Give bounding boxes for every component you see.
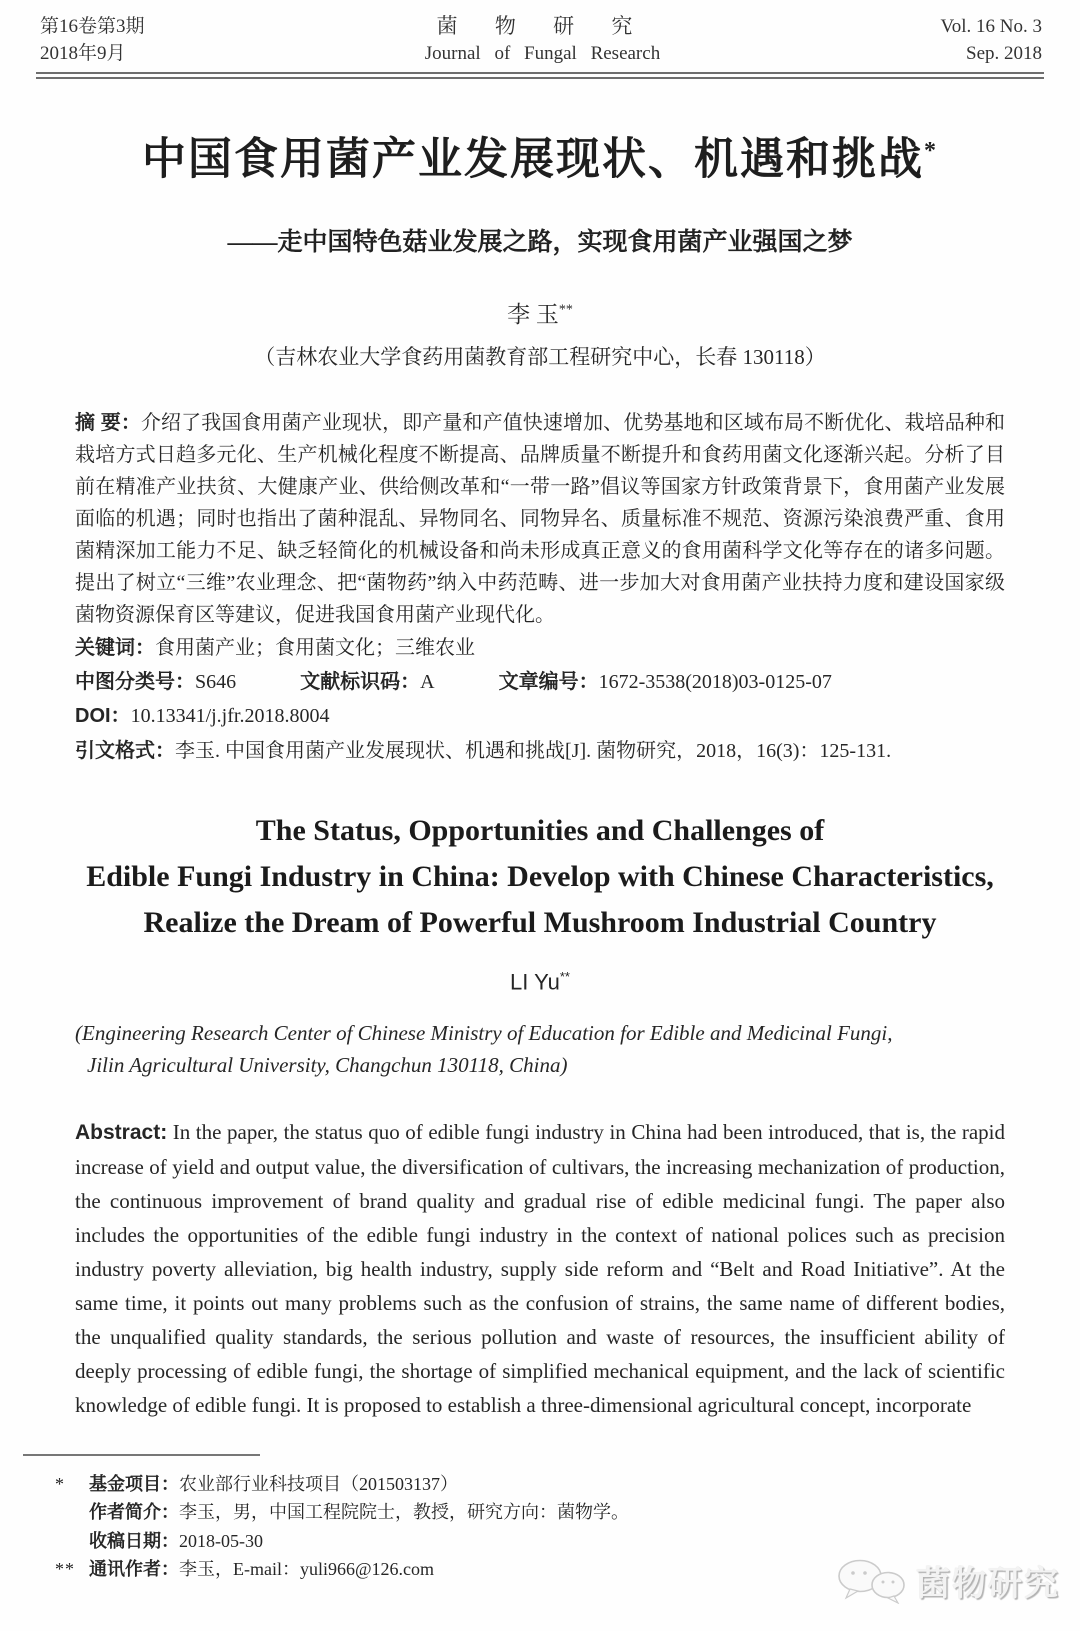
doc-code-label: 文献标识码： (300, 670, 421, 693)
volume-issue-en: Vol. 16 No. 3 (940, 16, 1042, 37)
journal-name-cn: 菌 物 研 究 (436, 14, 649, 38)
footnote-fund (55, 1470, 1040, 1499)
footnote-corresponding-author-text: 李玉，E-mail：yuli966@126.com (179, 1559, 435, 1580)
doi-row (75, 700, 1005, 733)
affiliation-en-line1: (Engineering Research Center of Chinese Ministry of Education for Edible and Medicinal Fungi, (75, 1020, 893, 1045)
affiliation-cn: （吉林农业大学食药用菌教育部工程研究中心，长春 130118） (254, 344, 826, 369)
footnote-author-bio-body (89, 1498, 1040, 1527)
abstract-cn-text: 介绍了我国食用菌产业现状，即产量和产值快速增加、优势基地和区域布局不断优化、栽培品种和栽培方式日趋多元化、生产机械化程度不断提高、品牌质量不断提升和食药用菌文化逐渐兴起。分析了目前在精准产业扶贫、大健康产业、供给侧改革和“一带一路”倡议等国家方针政策背景下，食用菌产业发展面临的机遇；同时也指出了菌种混乱、异物同名、同物异名、质量标准不规范、资源污染浪费严重、食用菌精深加工能力不足、缺乏轻简化的机械设备和尚未形成真正意义的食用菌科学文化等存在的诸多问题。提出了树立“三维”农业理念、把“菌物药”纳入中药范畴、进一步加大对食用菌产业扶持力度和建设国家级菌物资源保育区等建议，促进我国食用菌产业现代化。 (75, 411, 1006, 626)
journal-header (0, 0, 1080, 67)
title-en-line2: Edible Fungi Industry in China: Develop with Chinese Characteristics, (86, 859, 994, 893)
classification-row (75, 666, 1005, 699)
clc-value: S646 (195, 670, 237, 693)
keywords-label: 关键词： (75, 636, 155, 659)
citation-label: 引文格式： (75, 739, 175, 762)
citation-row (75, 735, 1005, 768)
footnote-divider (23, 1454, 260, 1456)
article-title-en (50, 808, 1030, 946)
article-title-cn (40, 125, 1040, 186)
author-en (0, 969, 1080, 995)
footnote-author-bio (55, 1498, 1040, 1527)
keywords-text: 食用菌产业；食用菌文化；三维农业 (155, 636, 475, 659)
clc-pair (75, 666, 236, 699)
doi-value: 10.13341/j.jfr.2018.8004 (130, 704, 330, 727)
footnote-fund-body (89, 1470, 1040, 1499)
footnote-corresponding-author-label: 通讯作者： (89, 1559, 179, 1580)
issue-date-cn: 2018年9月 (40, 43, 126, 64)
footnote-fund-marker: * (55, 1473, 65, 1494)
author-en-name: LI Yu (510, 968, 560, 994)
affiliation-en-line2: Jilin Agricultural University, Changchun 130118, China) (87, 1052, 568, 1077)
footnote-fund-text: 农业部行业科技项目（201503137） (179, 1473, 458, 1494)
footnote-fund-label: 基金项目： (89, 1473, 179, 1494)
footnote-author-bio-marker (55, 1498, 89, 1527)
footnote-received-date-marker (55, 1527, 89, 1556)
doi-label: DOI： (75, 704, 131, 727)
header-divider (36, 72, 1044, 79)
issue-date-en: Sep. 2018 (966, 43, 1042, 64)
abstract-cn-label: 摘 要： (75, 411, 141, 434)
doc-code-pair (300, 666, 434, 699)
title-en-line1: The Status, Opportunities and Challenges of (255, 813, 825, 847)
keywords-row (75, 632, 1005, 665)
abstract-en-text: In the paper, the status quo of edible fungi industry in China had been introduced, that is, the rapid increase of yield and output value, the diversification of cultivars, the increasing mechanization of production, the continuous improvement of brand quality and gradual rise of edible medicinal fungi. The paper also includes the opportunities of the edible fungi industry in the context of national polices such as precision industry poverty alleviation, big health industry, supply side reform and “Belt and Road Initiative”. At the same time, it points out many problems such as the confusion of strains, the same name of different bodies, the unqualified quality standards, the serious pollution and waste of resources, the insufficient ability of deeply processing of edible fungi, the shortage of simplified mechanical equipment, and the lack of scientific knowledge of edible fungi. It is proposed to establish a three-dimensional agricultural concept, incorporate (75, 1119, 1005, 1417)
title-footnote-marker: * (924, 138, 938, 164)
volume-issue-cn: 第16卷第3期 (40, 16, 145, 37)
author-cn-name: 李 玉 (507, 301, 559, 327)
footnote-author-bio-label: 作者简介： (89, 1502, 179, 1523)
author-cn-marker: ** (558, 302, 573, 317)
citation-text: 李玉. 中国食用菌产业发展现状、机遇和挑战[J]. 菌物研究，2018，16(3)：125-131. (175, 739, 892, 762)
article-id-label: 文章编号： (498, 670, 599, 693)
footnote-corresponding-author-marker: ** (55, 1559, 75, 1580)
abstract-en (75, 1115, 1005, 1422)
clc-label: 中图分类号： (75, 670, 195, 693)
affiliation-en (75, 1017, 1020, 1081)
abstract-en-label: Abstract: (75, 1120, 168, 1144)
footnote-received-date-text: 2018-05-30 (179, 1530, 263, 1551)
journal-watermark (836, 1556, 1060, 1605)
header-left (40, 13, 145, 67)
journal-name-en: Journal of Fungal Research (424, 43, 661, 64)
doc-code-value: A (420, 670, 435, 693)
header-center (425, 13, 660, 67)
abstract-cn (75, 407, 1005, 631)
article-id-value: 1672-3538(2018)03-0125-07 (598, 670, 832, 693)
article-title-cn-text: 中国食用菌产业发展现状、机遇和挑战 (142, 134, 924, 184)
footnote-received-date (55, 1527, 1040, 1556)
footnote-received-date-body (89, 1527, 1040, 1556)
author-cn (0, 296, 1080, 329)
article-subtitle-cn: ——走中国特色菇业发展之路，实现食用菌产业强国之梦 (227, 228, 853, 256)
author-en-marker: ** (559, 968, 570, 984)
footnote-received-date-label: 收稿日期： (89, 1530, 179, 1551)
wechat-logo-icon (836, 1558, 908, 1604)
footnote-author-bio-text: 李玉，男，中国工程院院士，教授，研究方向：菌物学。 (179, 1502, 629, 1523)
header-right (940, 13, 1042, 67)
watermark-text: 菌物研究 (916, 1565, 1060, 1603)
article-id-pair (499, 666, 832, 699)
title-en-line3: Realize the Dream of Powerful Mushroom Industrial Country (143, 905, 937, 939)
